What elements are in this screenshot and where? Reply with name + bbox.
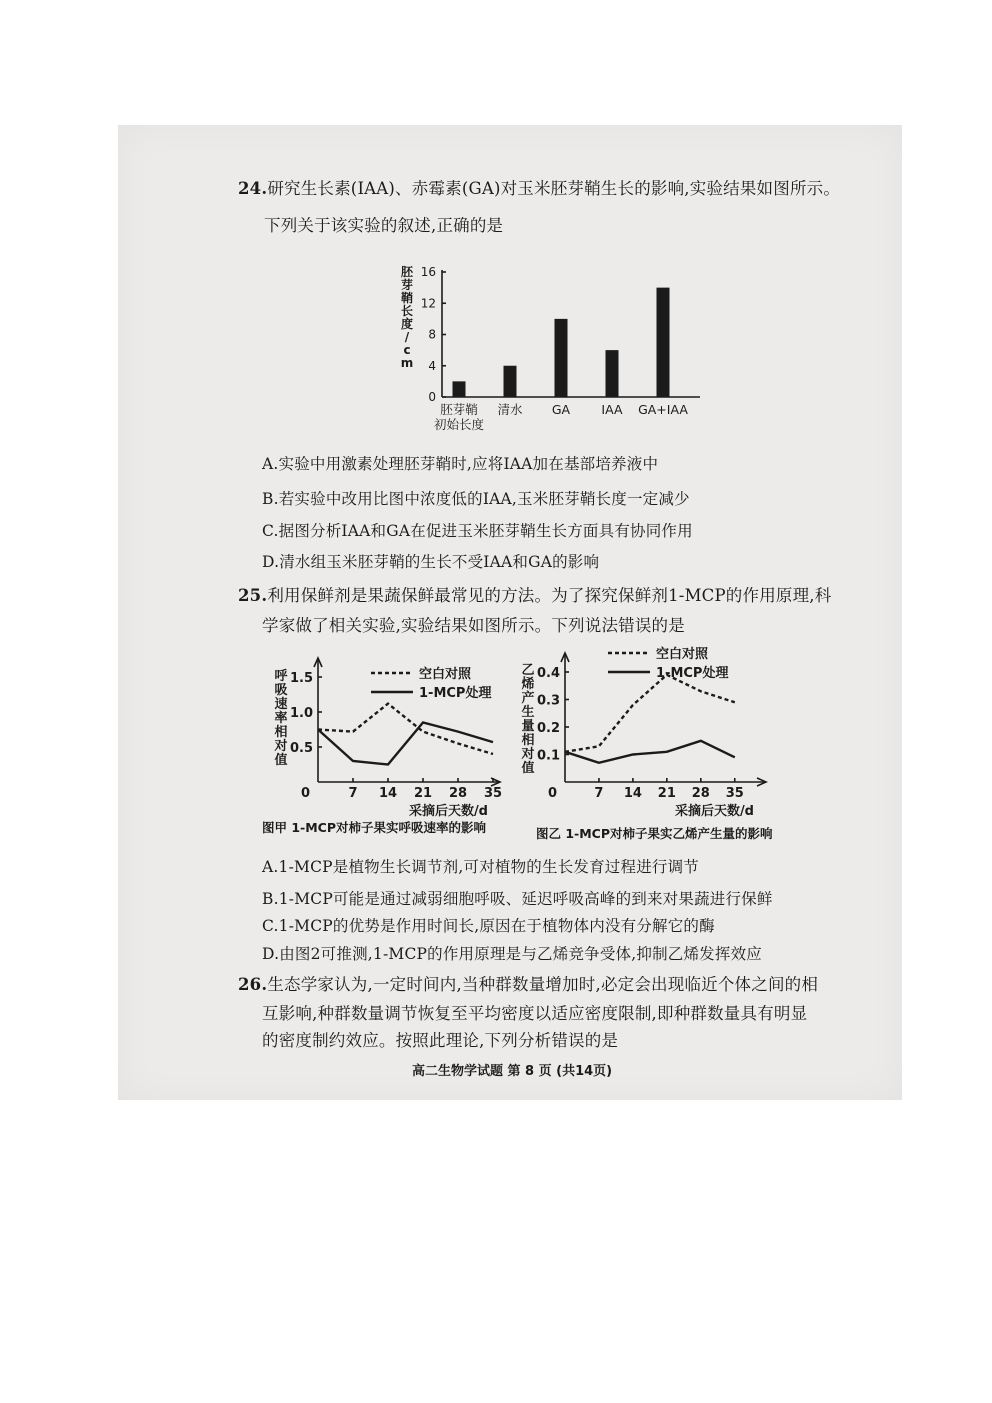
mcp-series-line: [318, 723, 493, 765]
control-series-line: [565, 675, 735, 752]
q25-option-d[interactable]: D.由图2可推测,1-MCP的作用原理是与乙烯竞争受体,抑制乙烯发挥效应: [262, 945, 762, 963]
bar: [453, 381, 466, 397]
x-tick-label: 28: [691, 786, 710, 801]
x-tick-label: 21: [413, 786, 433, 801]
control-series-line: [318, 704, 493, 754]
q25-option-b[interactable]: B.1-MCP可能是通过减弱细胞呼吸、延迟呼吸高峰的到来对果蔬进行保鲜: [262, 890, 773, 908]
y-tick-label: 0.4: [536, 666, 560, 681]
y-axis-label: 乙烯产生量相对值: [521, 663, 535, 776]
q25-stem-text: 利用保鲜剂是果蔬保鲜最常见的方法。为了探究保鲜剂1-MCP的作用原理,科: [267, 586, 832, 605]
y-tick-label: 0.5: [289, 741, 313, 756]
origin-label: 0: [547, 786, 557, 801]
y-tick-label: 16: [420, 265, 436, 279]
q26-number: 26.: [238, 975, 268, 994]
x-tick-label: IAA: [601, 402, 623, 417]
q25-stem-line-2: 学家做了相关实验,实验结果如图所示。下列说法错误的是: [262, 616, 685, 635]
q25-option-a[interactable]: A.1-MCP是植物生长调节剂,可对植物的生长发育过程进行调节: [262, 858, 700, 876]
q25-caption-a: 图甲 1-MCP对柿子果实呼吸速率的影响: [262, 820, 487, 835]
q24-stem-line-1: [238, 175, 840, 199]
q24-option-d[interactable]: D.清水组玉米胚芽鞘的生长不受IAA和GA的影响: [262, 553, 600, 571]
q25-respiration-chart: [268, 640, 518, 830]
bar: [606, 350, 619, 397]
q26-stem-line-3: 的密度制约效应。按照此理论,下列分析错误的是: [262, 1031, 619, 1050]
origin-label: 0: [300, 786, 310, 801]
x-tick-label: GA: [551, 402, 571, 417]
x-tick-label: 胚芽鞘: [440, 402, 478, 417]
q25-ethylene-chart: [518, 640, 778, 830]
y-axis-label: 胚芽鞘长度/ c m: [400, 265, 414, 370]
y-tick-label: 8: [428, 327, 436, 342]
q24-stem-line-2: 下列关于该实验的叙述,正确的是: [264, 216, 504, 235]
q26-stem-line-1: [238, 971, 818, 995]
x-tick-label: 清水: [497, 402, 523, 417]
legend-label: 空白对照: [656, 647, 709, 662]
x-tick-label: 28: [448, 786, 468, 801]
x-tick-label: 35: [483, 786, 503, 801]
q24-option-b[interactable]: B.若实验中改用比图中浓度低的IAA,玉米胚芽鞘长度一定减少: [262, 490, 690, 508]
x-tick-label: 14: [378, 786, 398, 801]
x-tick-label: 初始长度: [433, 417, 485, 432]
q25-caption-b: 图乙 1-MCP对柿子果实乙烯产生量的影响: [536, 826, 773, 841]
x-tick-label: 35: [725, 786, 744, 801]
q26-stem-line-2: 互影响,种群数量调节恢复至平均密度以适应密度限制,即种群数量具有明显: [262, 1004, 808, 1023]
q26-stem-text: 生态学家认为,一定时间内,当种群数量增加时,必定会出现临近个体之间的相: [267, 975, 819, 994]
x-tick-label: 7: [594, 786, 604, 801]
q25-stem-line-1: [238, 582, 831, 606]
x-tick-label: 7: [348, 786, 358, 801]
bar: [555, 319, 568, 397]
q24-option-c[interactable]: C.据图分析IAA和GA在促进玉米胚芽鞘生长方面具有协同作用: [262, 522, 693, 540]
x-axis-label: 采摘后天数/d: [674, 804, 754, 819]
page-footer: 高二生物学试题 第 8 页 (共14页): [412, 1064, 613, 1079]
y-tick-label: 0.2: [536, 721, 560, 736]
legend-label: 空白对照: [419, 667, 472, 682]
q24-option-a[interactable]: A.实验中用激素处理胚芽鞘时,应将IAA加在基部培养液中: [262, 455, 659, 473]
q24-number: 24.: [238, 179, 268, 198]
y-tick-label: 4: [428, 358, 436, 373]
bar: [657, 288, 670, 397]
bar: [504, 366, 517, 397]
x-tick-label: 21: [657, 786, 676, 801]
y-tick-label: 0.1: [536, 748, 560, 764]
legend-label: 1-MCP处理: [656, 666, 729, 681]
q24-stem-text: 研究生长素(IAA)、赤霉素(GA)对玉米胚芽鞘生长的影响,实验结果如图所示。: [267, 179, 841, 198]
mcp-series-line: [565, 741, 735, 763]
y-axis-label: 呼吸速率相对值: [274, 669, 288, 768]
y-tick-label: 1.5: [289, 671, 313, 686]
y-tick-label: 12: [420, 296, 436, 311]
q25-option-c[interactable]: C.1-MCP的优势是作用时间长,原因在于植物体内没有分解它的酶: [262, 917, 715, 935]
q25-number: 25.: [238, 586, 268, 605]
q24-bar-chart: [395, 262, 715, 442]
legend-label: 1-MCP处理: [419, 686, 492, 701]
y-tick-label: 0: [428, 390, 436, 404]
y-tick-label: 0.3: [536, 693, 560, 709]
x-axis-label: 采摘后天数/d: [408, 804, 488, 819]
y-tick-label: 1.0: [289, 706, 313, 721]
x-tick-label: GA+IAA: [638, 402, 688, 417]
x-tick-label: 14: [623, 786, 642, 801]
